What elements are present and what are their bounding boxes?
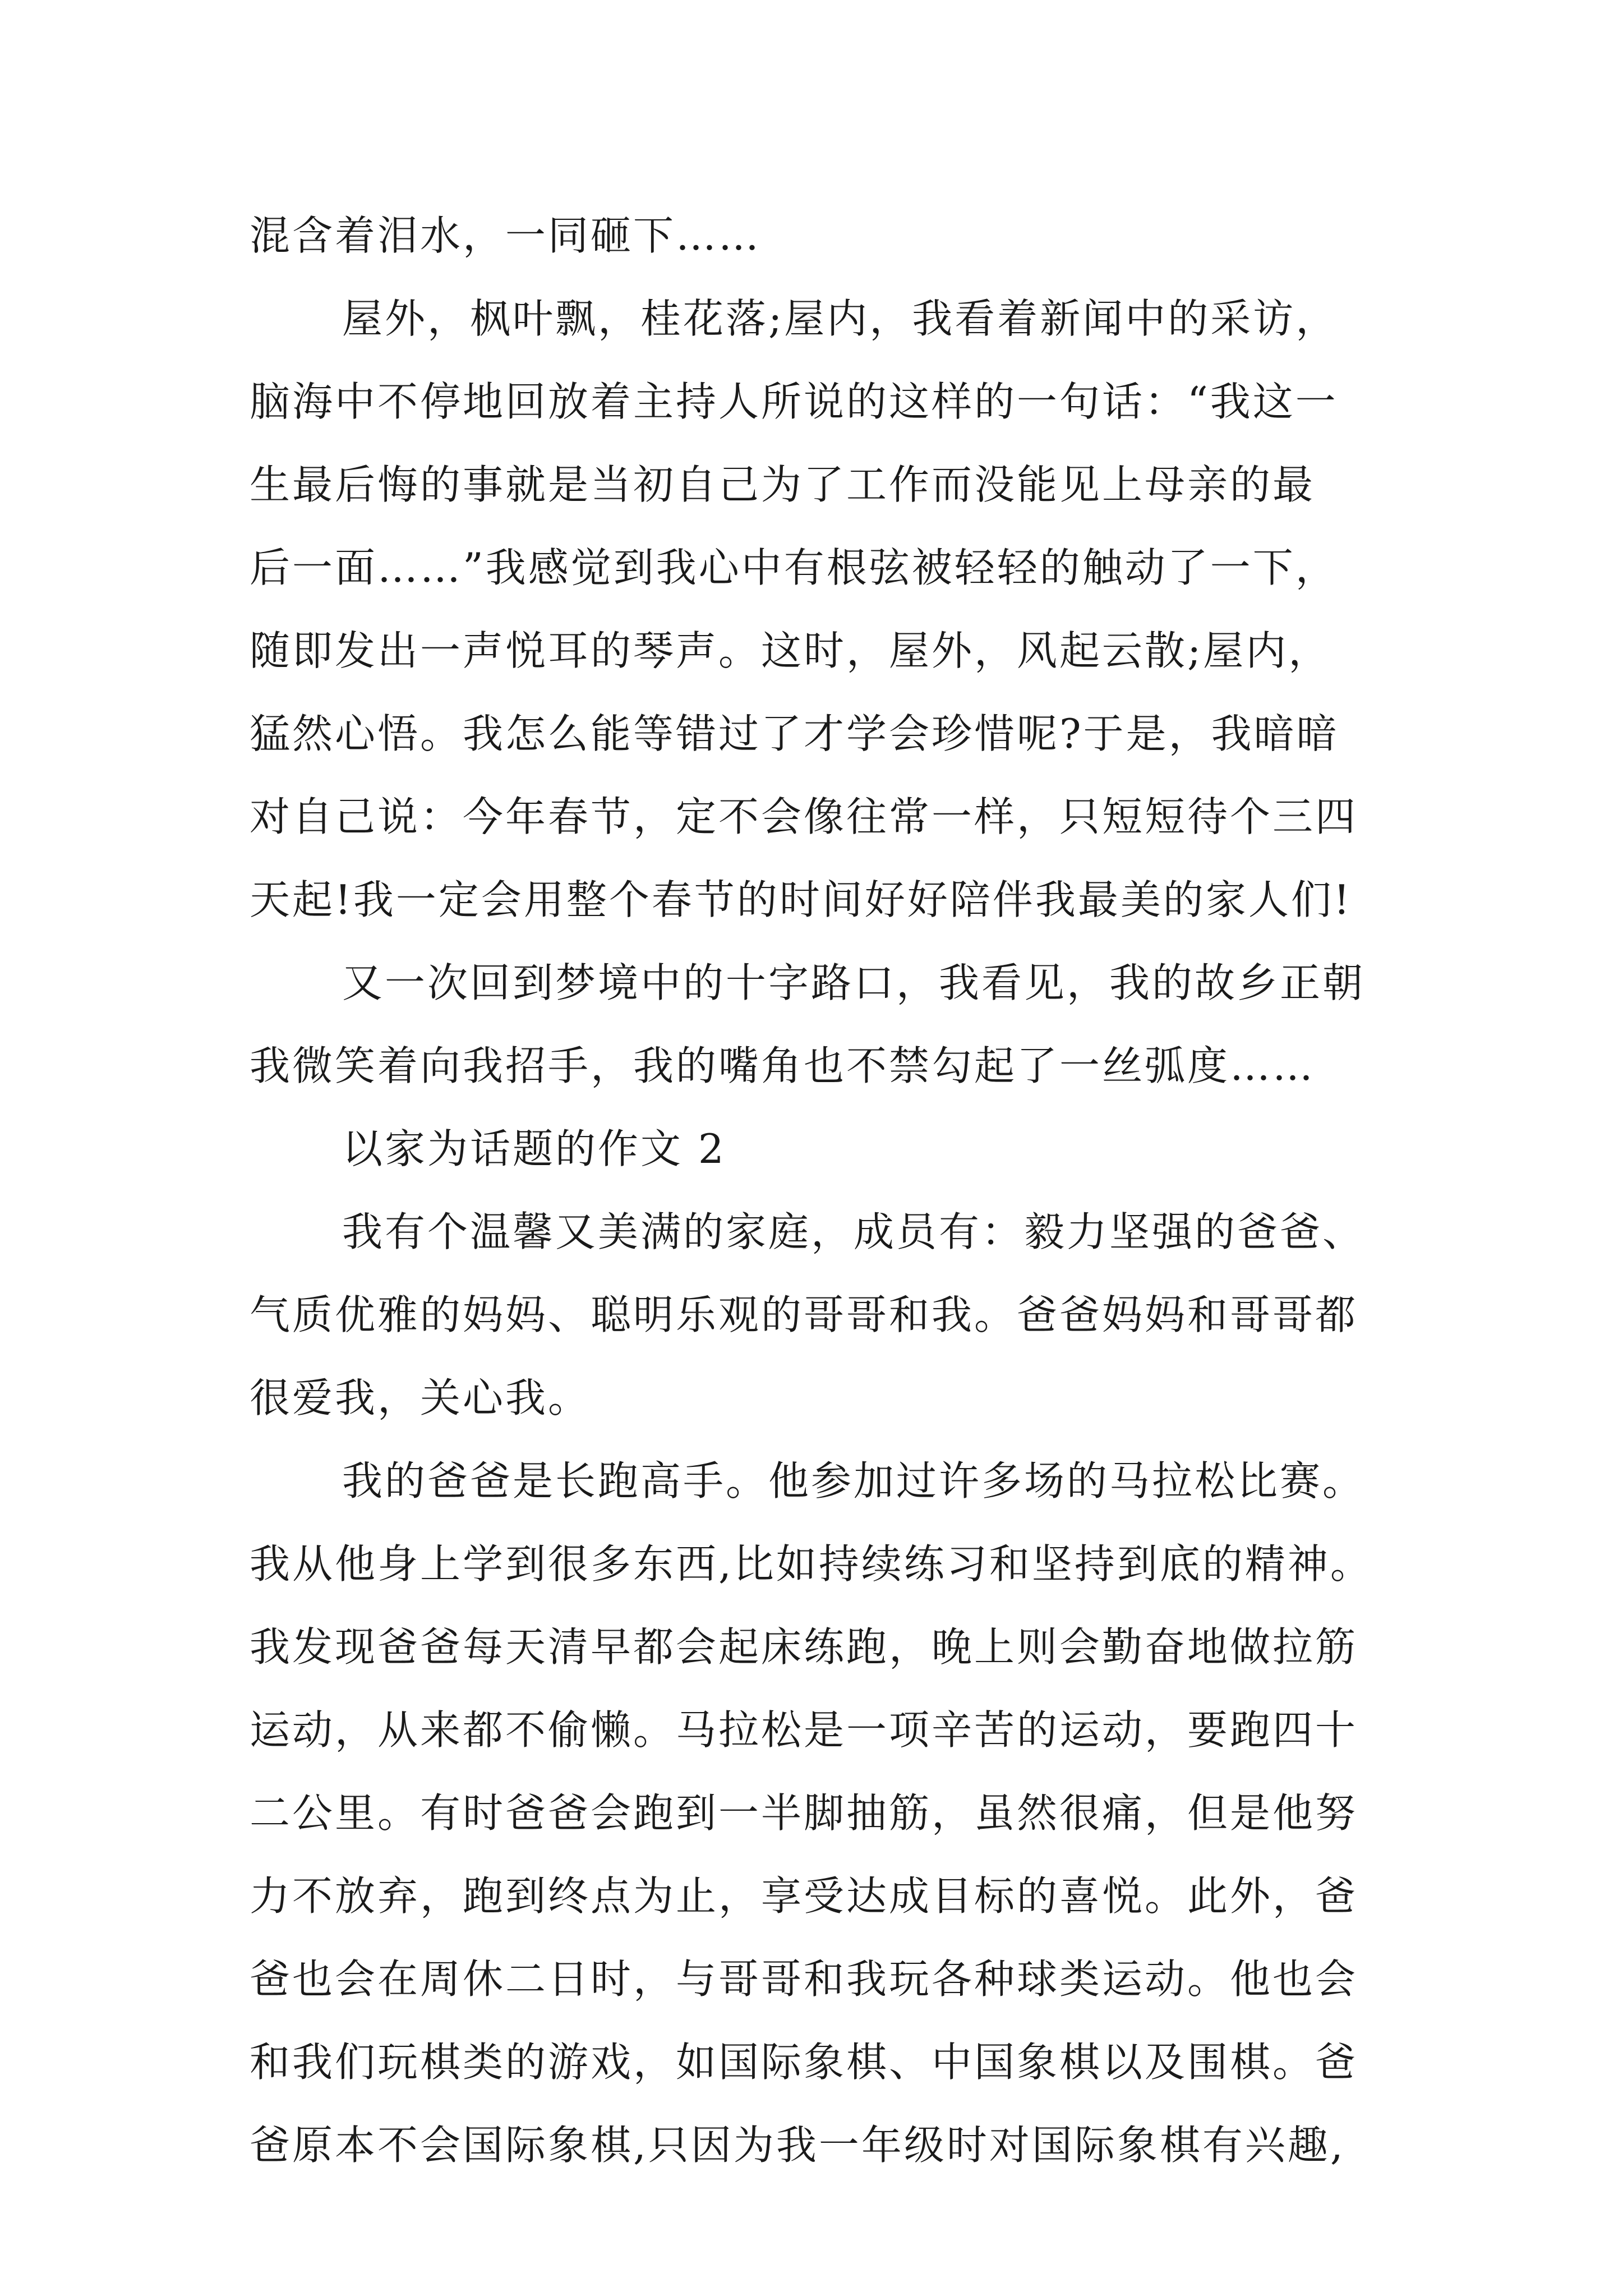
text-line: 生最后悔的事就是当初自己为了工作而没能见上母亲的最 [250,461,1316,508]
text-line: 气质优雅的妈妈、聪明乐观的哥哥和我。爸爸妈妈和哥哥都 [250,1291,1358,1338]
text-line: 很爱我，关心我。 [250,1374,591,1421]
text-line: 猛然心悟。我怎么能等错过了才学会珍惜呢?于是，我暗暗 [250,710,1339,757]
text-line: 和我们玩棋类的游戏，如国际象棋、中国象棋以及围棋。爸 [250,2039,1358,2086]
text-line: 我发现爸爸每天清早都会起床练跑，晚上则会勤奋地做拉筋 [250,1623,1358,1671]
text-line: 爸原本不会国际象棋,只因为我一年级时对国际象棋有兴趣, [250,2122,1345,2169]
text-line: 后一面……”我感觉到我心中有根弦被轻轻的触动了一下， [250,544,1338,591]
section-heading: 以家为话题的作文 2 [342,1125,726,1172]
text-line: 屋外，枫叶飘，桂花落;屋内，我看着新闻中的采访， [342,295,1339,342]
text-line: 爸也会在周休二日时，与哥哥和我玩各种球类运动。他也会 [250,1955,1358,2003]
text-line: 力不放弃，跑到终点为止，享受达成目标的喜悦。此外，爸 [250,1872,1358,1920]
text-line: 混含着泪水，一同砸下…… [250,212,762,259]
text-line: 运动，从来都不偷懒。马拉松是一项辛苦的运动，要跑四十 [250,1706,1358,1754]
text-line: 对自己说：今年春节，定不会像往常一样，只短短待个三四 [250,793,1358,840]
text-line: 脑海中不停地回放着主持人所说的这样的一句话：“我这一 [250,378,1338,425]
text-line: 随即发出一声悦耳的琴声。这时，屋外，风起云散;屋内， [250,627,1331,674]
text-line: 我微笑着向我招手，我的嘴角也不禁勾起了一丝弧度…… [250,1042,1316,1089]
text-line: 我从他身上学到很多东西,比如持续练习和坚持到底的精神。 [250,1540,1373,1588]
text-line: 二公里。有时爸爸会跑到一半脚抽筋，虽然很痛，但是他努 [250,1789,1358,1837]
text-line: 天起!我一定会用整个春节的时间好好陪伴我最美的家人们! [250,876,1352,923]
text-line: 又一次回到梦境中的十字路口，我看见，我的故乡正朝 [342,959,1366,1006]
text-line: 我的爸爸是长跑高手。他参加过许多场的马拉松比赛。 [342,1457,1366,1504]
text-line: 我有个温馨又美满的家庭，成员有：毅力坚强的爸爸、 [342,1208,1366,1255]
